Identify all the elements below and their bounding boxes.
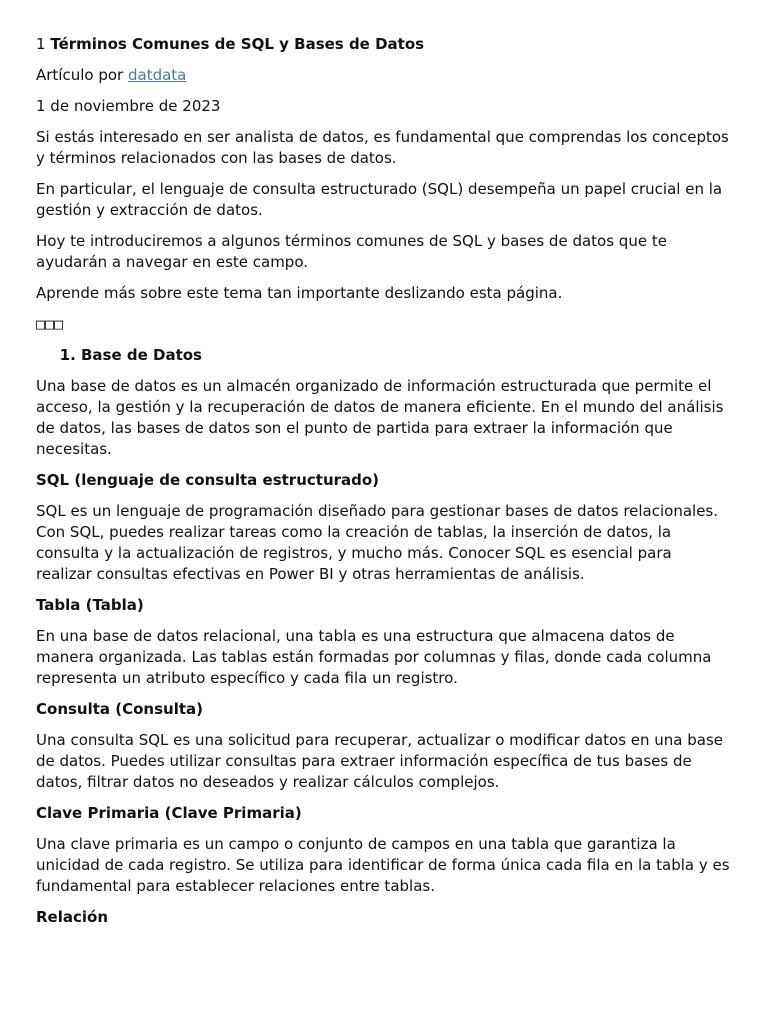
article-title [36, 34, 732, 55]
intro-paragraph: Hoy te introduciremos a algunos términos comunes de SQL y bases de datos que te ayudarán a navegar en este campo. [36, 232, 667, 271]
author-link[interactable]: datdata [127, 66, 187, 84]
section-heading-clave-primaria: Clave Primaria (Clave Primaria) [36, 804, 302, 822]
section-body: En una base de datos relacional, una tabla es una estructura que almacena datos de manera organizada. Las tablas están formadas por columnas y filas, donde cada columna representa un atributo específico y cada fila un registro. [36, 627, 712, 687]
section-body: SQL es un lenguaje de programación diseñado para gestionar bases de datos relacionales. Con SQL, puedes realizar tareas como la creación de tablas, la inserción de datos, la consulta y la actualización de registros, y mucho más. Conocer SQL es esencial para realizar consultas efectivas en Power BI y otras herramientas de análisis. [36, 502, 719, 583]
title-text: Términos Comunes de SQL y Bases de Datos [50, 35, 425, 53]
section-heading-tabla: Tabla (Tabla) [36, 596, 144, 614]
publish-date: 1 de noviembre de 2023 [36, 97, 221, 115]
numbered-list [36, 345, 732, 366]
byline [36, 65, 732, 86]
section-body: Una consulta SQL es una solicitud para recuperar, actualizar o modificar datos en una base de datos. Puedes utilizar consultas para extraer información específica de tus bases de datos, filtrar datos no deseados y realizar cálculos complejos. [36, 731, 724, 791]
section-heading-sql: SQL (lenguaje de consulta estructurado) [36, 471, 380, 489]
section-heading-relacion: Relación [36, 908, 109, 926]
intro-paragraph: Si estás interesado en ser analista de datos, es fundamental que comprendas los conceptos y términos relacionados con las bases de datos. [36, 128, 729, 167]
section-heading-base-de-datos: 1. Base de Datos [81, 345, 732, 366]
byline-prefix: Artículo por [36, 66, 128, 84]
title-number: 1 [36, 35, 46, 53]
section-heading-consulta: Consulta (Consulta) [36, 700, 203, 718]
intro-paragraph: En particular, el lenguaje de consulta estructurado (SQL) desempeña un papel crucial en la gestión y extracción de datos. [36, 180, 723, 219]
intro-paragraph: Aprende más sobre este tema tan importante deslizando esta página. [36, 284, 563, 302]
missing-glyph-symbols: □□□ [36, 315, 64, 333]
section-body: Una base de datos es un almacén organizado de información estructurada que permite el acceso, la gestión y la recuperación de datos de manera eficiente. En el mundo del análisis de datos, las bases de datos son el punto de partida para extraer la información que necesitas. [36, 377, 724, 458]
section-body: Una clave primaria es un campo o conjunto de campos en una tabla que garantiza la unicidad de cada registro. Se utiliza para identificar de forma única cada fila en la tabla y es fundamental para establecer relaciones entre tablas. [36, 835, 730, 895]
